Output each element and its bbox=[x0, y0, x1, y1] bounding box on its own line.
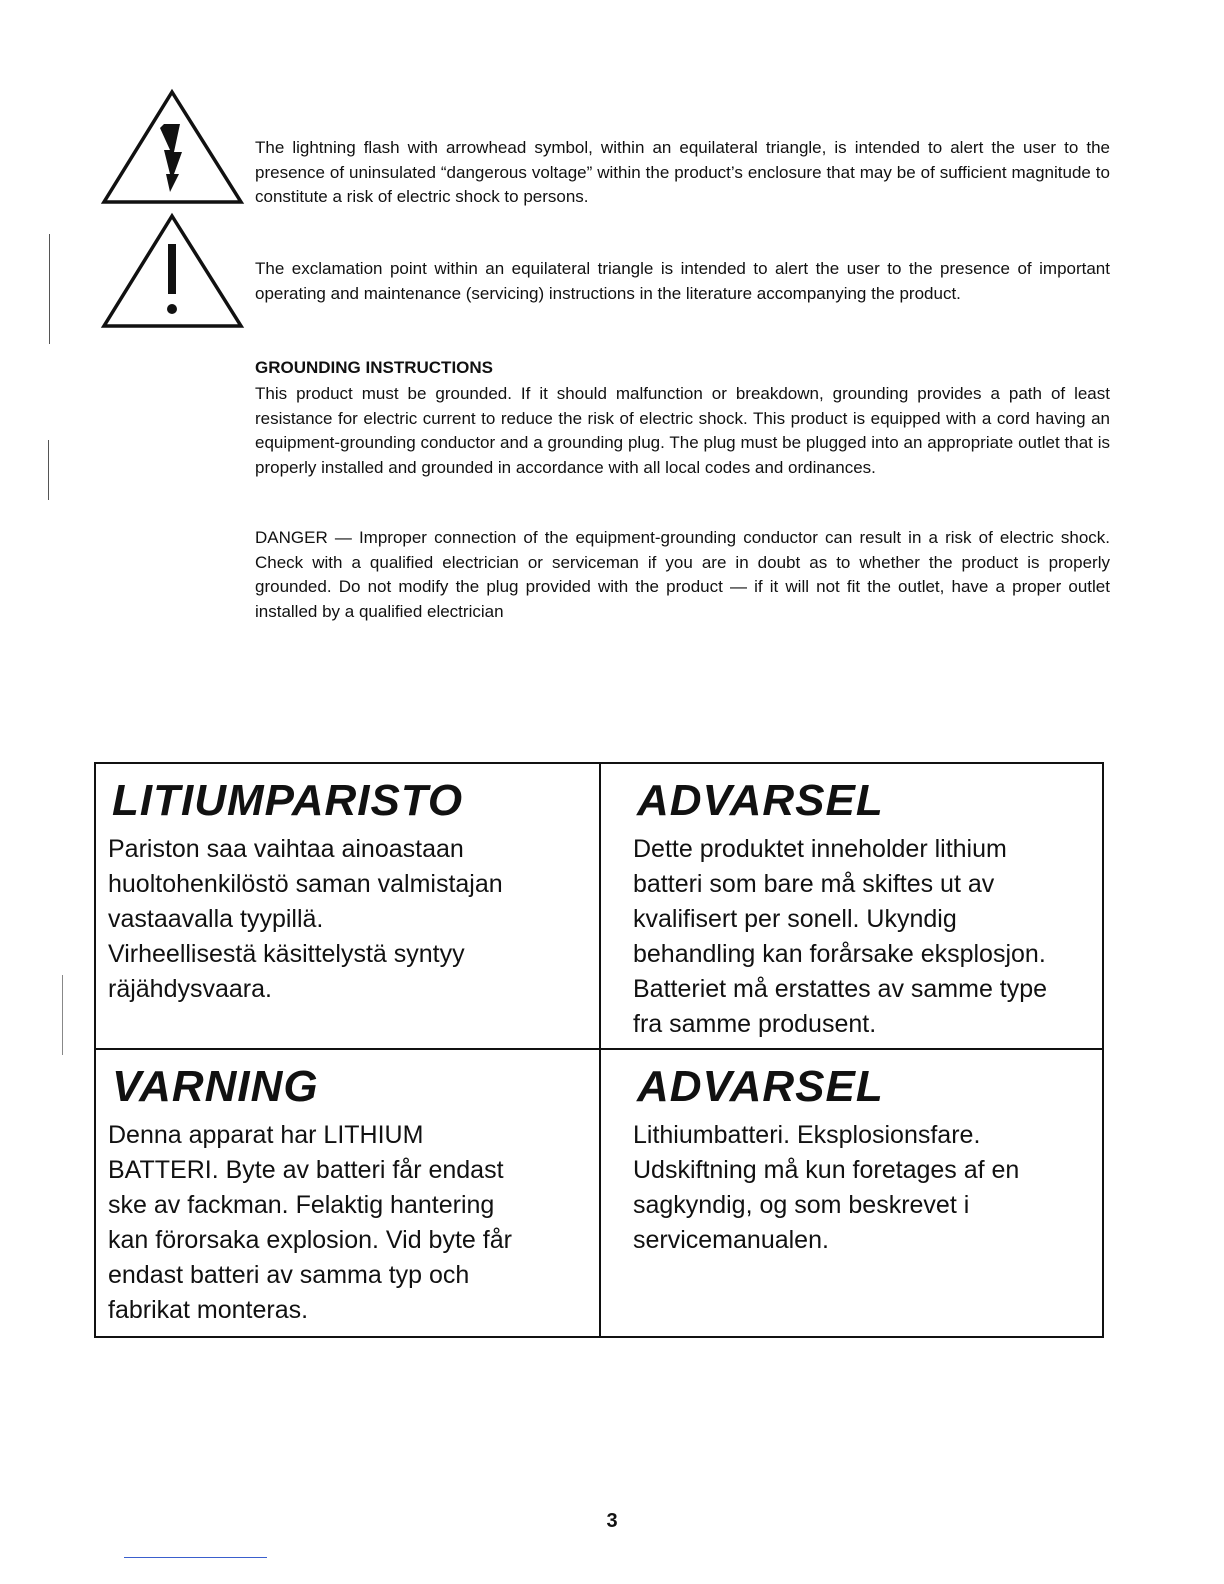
scan-mark bbox=[62, 975, 63, 1055]
warning-line: endast batteri av samma typ och bbox=[108, 1261, 470, 1289]
warning-line: Udskiftning må kun foretages af en bbox=[633, 1156, 1020, 1184]
scan-mark bbox=[48, 440, 49, 500]
warning-line: fabrikat monteras. bbox=[108, 1296, 309, 1324]
warning-cell-norwegian bbox=[601, 764, 1104, 1050]
warning-title: ADVARSEL bbox=[637, 776, 884, 825]
warning-line: Dette produktet inneholder lithium bbox=[633, 835, 1007, 863]
warning-line: kvalifisert per sonell. Ukyndig bbox=[633, 905, 957, 933]
warning-body bbox=[108, 1118, 591, 1328]
warning-line: Lithiumbatteri. Eksplosionsfare. bbox=[633, 1121, 981, 1149]
grounding-instructions-text: This product must be grounded. If it should malfunction or breakdown, grounding provides a path of least resistance for electric current to reduce the risk of electric shock. This product is equipped with a cord having an equipment-grounding conductor and a grounding plug. The plug must be plugged into an appropriate outlet that is properly installed and grounded in accordance with all local codes and ordinances. bbox=[255, 384, 1110, 477]
warning-line: batteri som bare må skiftes ut av bbox=[633, 870, 995, 898]
warning-line: Pariston saa vaihtaa ainoastaan bbox=[108, 835, 464, 863]
warning-body bbox=[633, 1118, 1096, 1258]
warning-line: ske av fackman. Felaktig hantering bbox=[108, 1191, 495, 1219]
exclamation-symbol-description: The exclamation point within an equilateral triangle is intended to alert the user to the presence of important operating and maintenance (servicing) instructions in the literature accompanying the product. bbox=[255, 259, 1110, 303]
warning-line: huoltohenkilöstö saman valmistajan bbox=[108, 870, 503, 898]
warning-cell-finnish bbox=[96, 764, 601, 1050]
warning-line: sagkyndig, og som beskrevet i bbox=[633, 1191, 970, 1219]
warning-title: LITIUMPARISTO bbox=[112, 776, 464, 825]
warning-cell-swedish bbox=[96, 1050, 601, 1336]
lightning-symbol-description: The lightning flash with arrowhead symbol, within an equilateral triangle, is intended to alert the user to the presence of uninsulated “dangerous voltage” within the product’s enclosure that may be of sufficient magnitude to constitute a risk of electric shock to persons. bbox=[255, 138, 1110, 206]
grounding-heading: GROUNDING INSTRUCTIONS bbox=[255, 358, 493, 377]
warning-line: fra samme produsent. bbox=[633, 1010, 877, 1038]
battery-warning-table bbox=[94, 762, 1104, 1338]
warning-title: ADVARSEL bbox=[637, 1062, 884, 1111]
lightning-triangle-icon bbox=[100, 88, 245, 206]
warning-line: räjähdysvaara. bbox=[108, 975, 272, 1003]
page-number: 3 bbox=[606, 1510, 618, 1532]
warning-cell-danish bbox=[601, 1050, 1104, 1336]
warning-line: BATTERI. Byte av batteri får endast bbox=[108, 1156, 504, 1184]
exclamation-triangle-icon bbox=[100, 212, 245, 330]
warning-line: Denna apparat har LITHIUM bbox=[108, 1121, 424, 1149]
scan-mark bbox=[49, 234, 50, 344]
danger-text: DANGER — Improper connection of the equipment-grounding conductor can result in a risk of electric shock. Check with a qualified electrician or serviceman if you are in doubt as to whether the product is properly grounded. Do not modify the plug provided with the product — if it will not fit the outlet, have a proper outlet installed by a qualified electrician bbox=[255, 528, 1110, 621]
warning-line: servicemanualen. bbox=[633, 1226, 829, 1254]
warning-body bbox=[108, 832, 591, 1007]
warning-body bbox=[633, 832, 1096, 1042]
warning-line: kan förorsaka explosion. Vid byte får bbox=[108, 1226, 512, 1254]
warning-title: VARNING bbox=[112, 1062, 319, 1111]
bottom-rule bbox=[124, 1557, 267, 1558]
warning-line: vastaavalla tyypillä. bbox=[108, 905, 324, 933]
warning-line: Batteriet må erstattes av samme type bbox=[633, 975, 1048, 1003]
warning-line: Virheellisestä käsittelystä syntyy bbox=[108, 940, 465, 968]
warning-line: behandling kan forårsake eksplosjon. bbox=[633, 940, 1046, 968]
